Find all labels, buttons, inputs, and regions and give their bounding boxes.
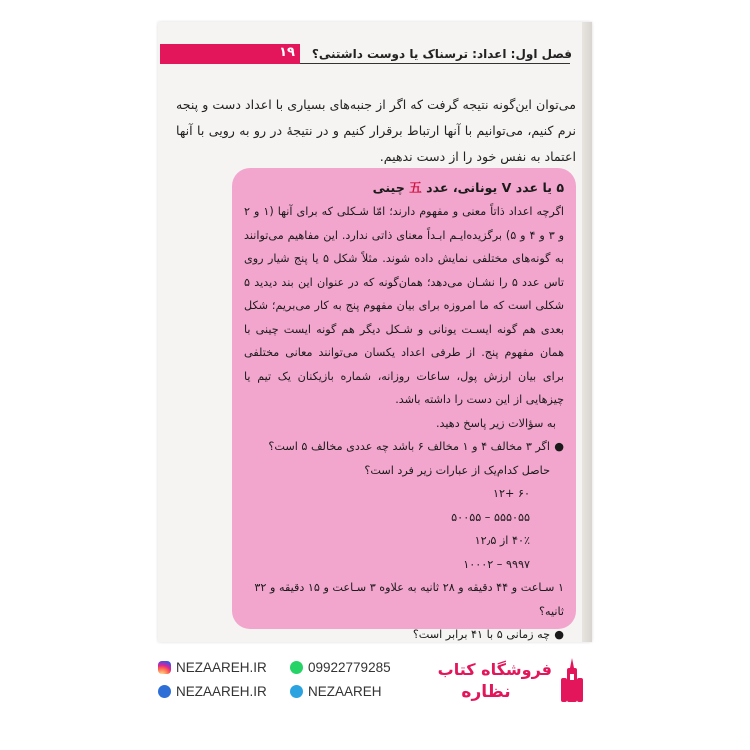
website-url: NEZAAREH.IR [176,684,267,699]
chinese-five-glyph: 五 [409,180,422,195]
bullet-icon: ● [554,628,564,641]
question-list [244,435,564,459]
box-title-prefix: ۵ یا عدد V یونانی، عدد [426,180,564,195]
question-text: چه زمانی ۵ با ۴۱ برابر است؟ [412,628,550,641]
expression-3: ۴۰٪ از ۱۲٫۵ [474,534,530,547]
highlight-box-content [244,176,564,647]
instagram-contact[interactable] [158,660,267,675]
expression-2: ۵۵۵۰۵۵ – ۵۰۰۵۵ [451,510,530,524]
instagram-handle: NEZAAREH.IR [176,660,267,675]
telegram-icon [290,685,303,698]
whatsapp-number: 09922779285 [308,660,391,675]
whatsapp-icon [290,661,303,674]
page-edge [582,22,592,642]
expression-4: ۹۹۹۷ – ۱۰۰۰۲ [463,557,530,571]
box-paragraph: اگرچه اعداد ذاتاً معنی و مفهوم دارند؛ امّا شـکلی که برای آنها (۱ و ۲ و ۳ و ۴ و ۵) برگزیده‌ایـم ابـداً معنای ذاتی ندارد. این مفاهیم می‌توانند به گونه‌های مختلفی نمایش داده شوند. مثلاً شکل ۵ یا پنج شیار روی تاس عدد ۵ را نشـان می‌دهد؛ همان‌گونه که در عنوان این بند دیدید ۵ شکلی است که ما امروزه برای بیان مفهوم پنج به کار می‌بریم؛ شکل بعدی هم گونه ایسـت یونانی و شـکل دیگر هم گونه ایست چینی با همان مفهوم پنج. از طرفی اعداد یکسان می‌توانند معانی مختلفی برای بیان ارزش پول، ساعات روزانه، شماره بازیکنان یک تیم یا چیزهایی از این دست را داشته باشد. [244,205,565,406]
expression-1: ۶۰ +۱۲ [493,487,530,500]
website-contact[interactable] [158,684,267,699]
website-icon [158,685,171,698]
store-subtitle: نظاره [461,682,511,702]
time-question: ۱ سـاعت و ۴۴ دقیقه و ۲۸ ثانیه به علاوه ۳ سـاعت و ۱۵ دقیقه و ۳۲ ثانیه؟ [254,581,564,618]
questions-prompt: به سؤالات زیر پاسخ دهید. [435,416,556,430]
instagram-icon [158,661,171,674]
store-name: فروشگاه کتاب [437,660,552,679]
whatsapp-contact[interactable] [290,660,391,675]
question-list-2 [244,623,564,647]
telegram-handle: NEZAAREH [308,684,382,699]
question-text: اگر ۳ مخالف ۴ و ۱ مخالف ۶ باشد چه عددی مخالف ۵ است؟ [268,440,550,453]
question-item [244,623,564,647]
question-item [244,435,564,459]
header-rule [300,63,570,64]
bullet-icon: ● [554,440,564,453]
box-title-suffix: چینی [372,180,405,195]
chapter-title: فصل اول: اعداد: ترسناک یا دوست داشتنی؟ [311,47,572,61]
sub-question: حاصل کدام‌یک از عبارات زیر فرد است؟ [364,463,550,477]
store-logo [558,656,586,704]
page-number: ۱۹ [279,45,295,60]
intro-paragraph: می‌توان این‌گونه نتیجه گرفت که اگر از جنبه‌های بسیاری با اعداد دست و پنجه نرم کنیم، می‌توانیم با آنها ارتباط برقرار کنیم و در نتیجهٔ در رو به رویی با آنها اعتماد به نفس خود را از دست ندهیم. [176,97,576,164]
telegram-contact[interactable] [290,684,382,699]
box-title [244,176,564,200]
